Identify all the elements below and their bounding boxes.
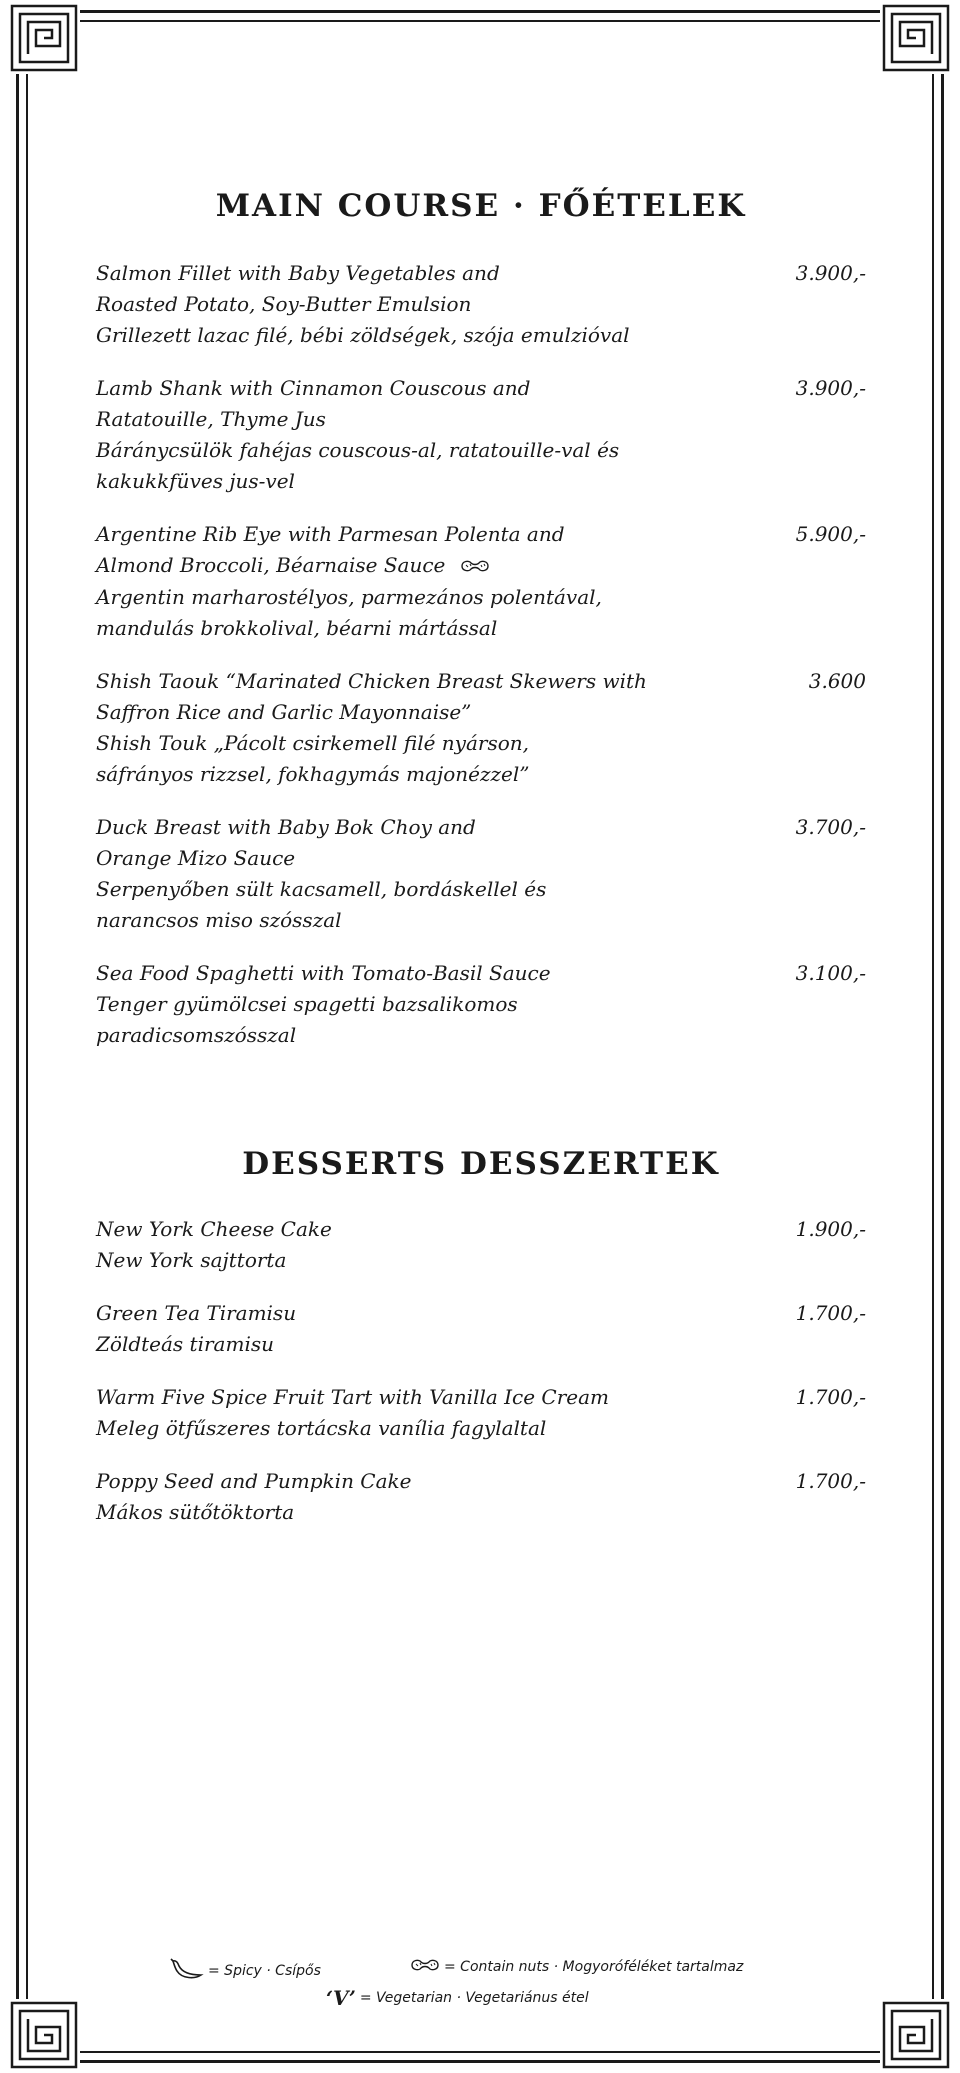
item-name-en: Argentine Rib Eye with Parmesan Polenta and [96,522,565,546]
item-name-en: Ratatouille, Thyme Jus [96,407,326,431]
item-name-hu: Grillezett lazac filé, bébi zöldségek, szója emulzióval [96,323,630,347]
item-name-hu: paradicsomszósszal [96,1023,297,1047]
desserts-title: DESSERTS DESSZERTEK [242,1146,720,1182]
item-price: 3.900,- [795,376,866,400]
item-name-en: Lamb Shank with Cinnamon Couscous and [96,376,531,400]
menu-item [96,1214,866,1276]
chili-pepper-icon [170,1958,204,1984]
item-name-hu: Tenger gyümölcsei spagetti bazsalikomos [96,992,518,1016]
item-name-en: Roasted Potato, Soy-Butter Emulsion [96,292,472,316]
item-name-hu: Mákos sütőtöktorta [96,1500,295,1524]
menu-item [96,666,866,790]
item-name-hu: mandulás brokkolival, béarni mártással [96,616,498,640]
legend-vegetarian-text: = Vegetarian · Vegetariánus étel [359,1990,589,2006]
item-name-hu: kakukkfüves jus-vel [96,469,295,493]
item-name-en: Sea Food Spaghetti with Tomato-Basil Sauce [96,961,551,985]
item-name-en: Duck Breast with Baby Bok Choy and [96,815,476,839]
menu-item [96,1298,866,1360]
item-price: 3.700,- [795,815,866,839]
item-price: 1.700,- [795,1301,866,1325]
legend-nuts [410,1958,747,1976]
item-name-en: New York Cheese Cake [96,1217,332,1241]
corner-ornament-bottom-left [8,1999,80,2071]
item-price: 1.900,- [795,1217,866,1241]
desserts-list [96,1214,866,1550]
item-price: 1.700,- [795,1385,866,1409]
item-price: 3.100,- [795,961,866,985]
item-name-en: Shish Taouk “Marinated Chicken Breast Skewers with [96,669,647,693]
item-name-hu: sáfrányos rizzsel, fokhagymás majonézzel” [96,762,530,786]
item-name-en: Poppy Seed and Pumpkin Cake [96,1469,412,1493]
corner-ornament-top-right [880,2,952,74]
item-name-hu: Serpenyőben sült kacsamell, bordáskellel és [96,877,547,901]
menu-item [96,812,866,936]
item-price: 5.900,- [795,522,866,546]
vegetarian-mark: ‘V’ [326,1986,356,2010]
menu-item [96,373,866,497]
menu-item [96,1382,866,1444]
item-name-en: Salmon Fillet with Baby Vegetables and [96,261,500,285]
item-name-en: Warm Five Spice Fruit Tart with Vanilla Ice Cream [96,1385,610,1409]
item-name-hu: Meleg ötfűszeres tortácska vanília fagylaltal [96,1416,547,1440]
item-name-hu: New York sajttorta [96,1248,287,1272]
peanut-icon [460,551,490,582]
peanut-icon [410,1958,440,1976]
item-name-hu: narancsos miso szósszal [96,908,342,932]
item-name-hu: Shish Touk „Pácolt csirkemell filé nyárson, [96,731,530,755]
menu-item [96,958,866,1051]
item-name-en: Almond Broccoli, Béarnaise Sauce [96,553,446,577]
main-course-list [96,258,866,1073]
menu-item [96,519,866,644]
item-name-en: Saffron Rice and Garlic Mayonnaise” [96,700,472,724]
item-name-hu: Báránycsülök fahéjas couscous-al, ratatouille-val és [96,438,620,462]
corner-ornament-top-left [8,2,80,74]
item-name-en: Green Tea Tiramisu [96,1301,297,1325]
corner-ornament-bottom-right [880,1999,952,2071]
legend-spicy-text: = Spicy · Csípős [208,1963,321,1979]
item-price: 1.700,- [795,1469,866,1493]
main-course-title: MAIN COURSE · FŐÉTELEK [215,188,747,224]
item-name-hu: Argentin marharostélyos, parmezános polentával, [96,585,602,609]
legend-spicy [170,1958,325,1984]
legend-nuts-text: = Contain nuts · Mogyoróféléket tartalmaz [444,1959,744,1975]
menu-item [96,258,866,351]
menu-item [96,1466,866,1528]
item-price: 3.900,- [795,261,866,285]
item-name-hu: Zöldteás tiramisu [96,1332,274,1356]
item-price: 3.600 [808,669,866,693]
legend-vegetarian [326,1986,593,2010]
item-name-en: Orange Mizo Sauce [96,846,296,870]
